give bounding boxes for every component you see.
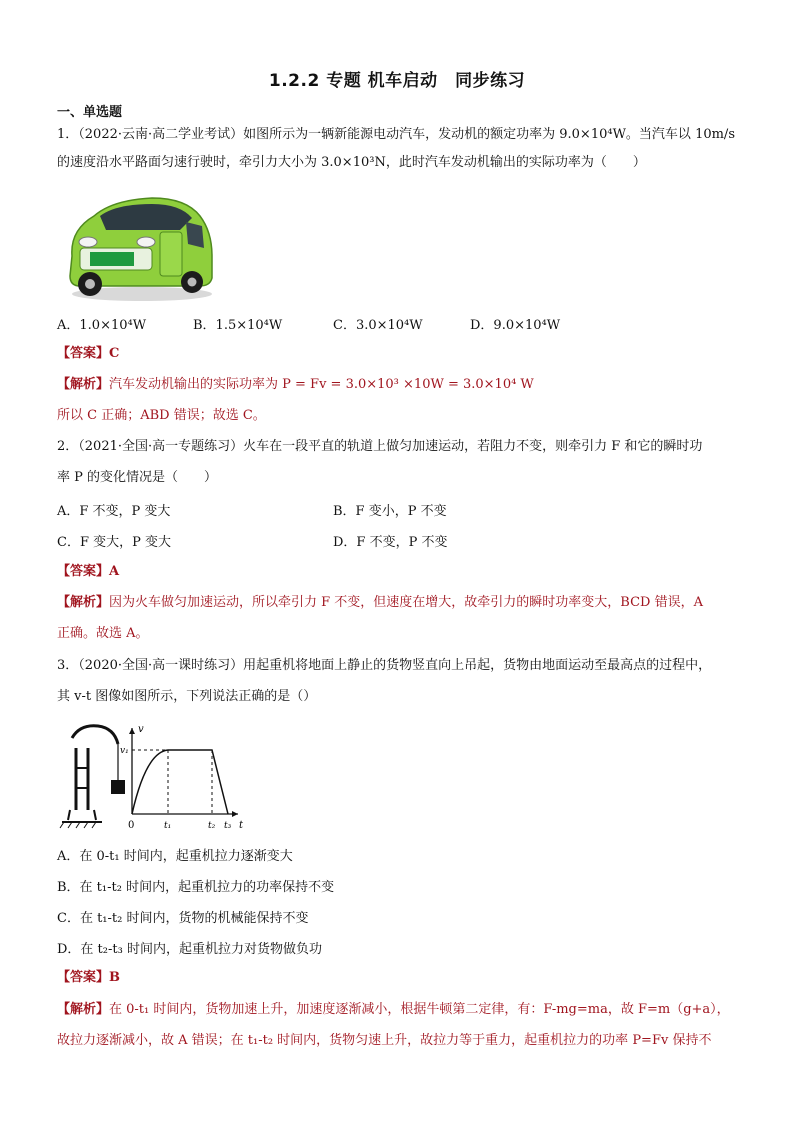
q3-option-a: A．在 0-t₁ 时间内，起重机拉力逐渐变大 — [57, 849, 293, 864]
q3-stem-line1: 3．（2020·全国·高一课时练习）用起重机将地面上静止的货物竖直向上吊起，货物由地面运动至最高点的过程中， — [57, 658, 712, 673]
q2-stem-line2: 率 P 的变化情况是（ ） — [57, 470, 218, 485]
q2-stem-line1: 2．（2021·全国·高一专题练习）火车在一段平直的轨道上做匀加速运动，若阻力不变，则牵引力 F 和它的瞬时功 — [57, 439, 703, 454]
q2-option-b: B．F 变小，P 不变 — [333, 504, 447, 519]
q1-analysis-line1 — [57, 376, 534, 394]
analysis-label: 【解析】 — [57, 1002, 110, 1017]
q3-option-b: B．在 t₁-t₂ 时间内，起重机拉力的功率保持不变 — [57, 880, 335, 895]
q2-option-d: D．F 不变，P 不变 — [333, 535, 448, 550]
answer-label: 【答案】 — [57, 970, 110, 985]
t3-label: t₃ — [224, 821, 232, 830]
q1-stem-line1: 1．（2022·云南·高二学业考试）如图所示为一辆新能源电动汽车，发动机的额定功率为 9.0×10⁴W。当汽车以 10m/s — [57, 127, 735, 142]
answer-value: B — [109, 970, 121, 985]
t-axis-label: t — [239, 820, 244, 830]
q2-option-a: A．F 不变，P 变大 — [57, 504, 171, 519]
q1-option-d: D．9.0×10⁴W — [470, 318, 561, 333]
analysis-label: 【解析】 — [57, 595, 110, 610]
answer-label: 【答案】 — [57, 564, 110, 579]
q3-analysis-line1 — [57, 1001, 730, 1019]
electric-car-image — [60, 186, 220, 304]
crane-vt-figure — [58, 718, 248, 830]
v-axis-label: v — [138, 724, 144, 735]
q3-option-c: C．在 t₁-t₂ 时间内，货物的机械能保持不变 — [57, 911, 309, 926]
q2-option-c: C．F 变大，P 变大 — [57, 535, 171, 550]
analysis-text: 在 0-t₁ 时间内，货物加速上升，加速度逐渐减小，根据牛顿第二定律，有：F-mg=ma，故 F=m（g+a）， — [109, 1002, 730, 1017]
q1-option-b: B．1.5×10⁴W — [193, 318, 283, 333]
answer-label: 【答案】 — [57, 346, 110, 361]
q3-option-d: D．在 t₂-t₃ 时间内，起重机拉力对货物做负功 — [57, 942, 322, 957]
q3-stem-line2: 其 v-t 图像如图所示，下列说法正确的是（） — [57, 689, 317, 704]
t1-label: t₁ — [164, 821, 172, 830]
q1-answer — [57, 345, 119, 363]
page-title: 1.2.2 专题 机车启动 同步练习 — [268, 71, 526, 91]
q3-analysis-line2: 故拉力逐渐减小，故 A 错误；在 t₁-t₂ 时间内，货物匀速上升，故拉力等于重力，起重机拉力的功率 P=Fv 保持不 — [57, 1033, 712, 1048]
analysis-label: 【解析】 — [57, 377, 110, 392]
q1-analysis-line2: 所以 C 正确；ABD 错误；故选 C。 — [57, 408, 266, 423]
answer-value: C — [109, 346, 120, 361]
analysis-text: 汽车发动机输出的实际功率为 P = Fv = 3.0×10³ ×10W = 3.0×10⁴ W — [109, 377, 534, 392]
crane-illustration — [60, 726, 118, 828]
q2-analysis-line1 — [57, 594, 703, 612]
section-heading: 一、单选题 — [57, 105, 123, 120]
analysis-text: 因为火车做匀加速运动，所以牵引力 F 不变，但速度在增大，故牵引力的瞬时功率变大，BCD 错误，A — [109, 595, 703, 610]
answer-value: A — [109, 564, 120, 579]
vm-label: v₁ — [120, 746, 129, 756]
origin-label: 0 — [128, 820, 135, 830]
q3-answer — [57, 969, 120, 987]
q1-stem-line2: 的速度沿水平路面匀速行驶时，牵引力大小为 3.0×10³N，此时汽车发动机输出的实际功率为（ ） — [57, 155, 646, 170]
q2-answer — [57, 563, 119, 581]
cargo-block — [111, 780, 125, 794]
vt-graph — [120, 724, 244, 830]
q2-analysis-line2: 正确。故选 A。 — [57, 626, 149, 641]
t2-label: t₂ — [208, 821, 216, 830]
q1-option-a: A．1.0×10⁴W — [57, 318, 147, 333]
q1-option-c: C．3.0×10⁴W — [333, 318, 423, 333]
